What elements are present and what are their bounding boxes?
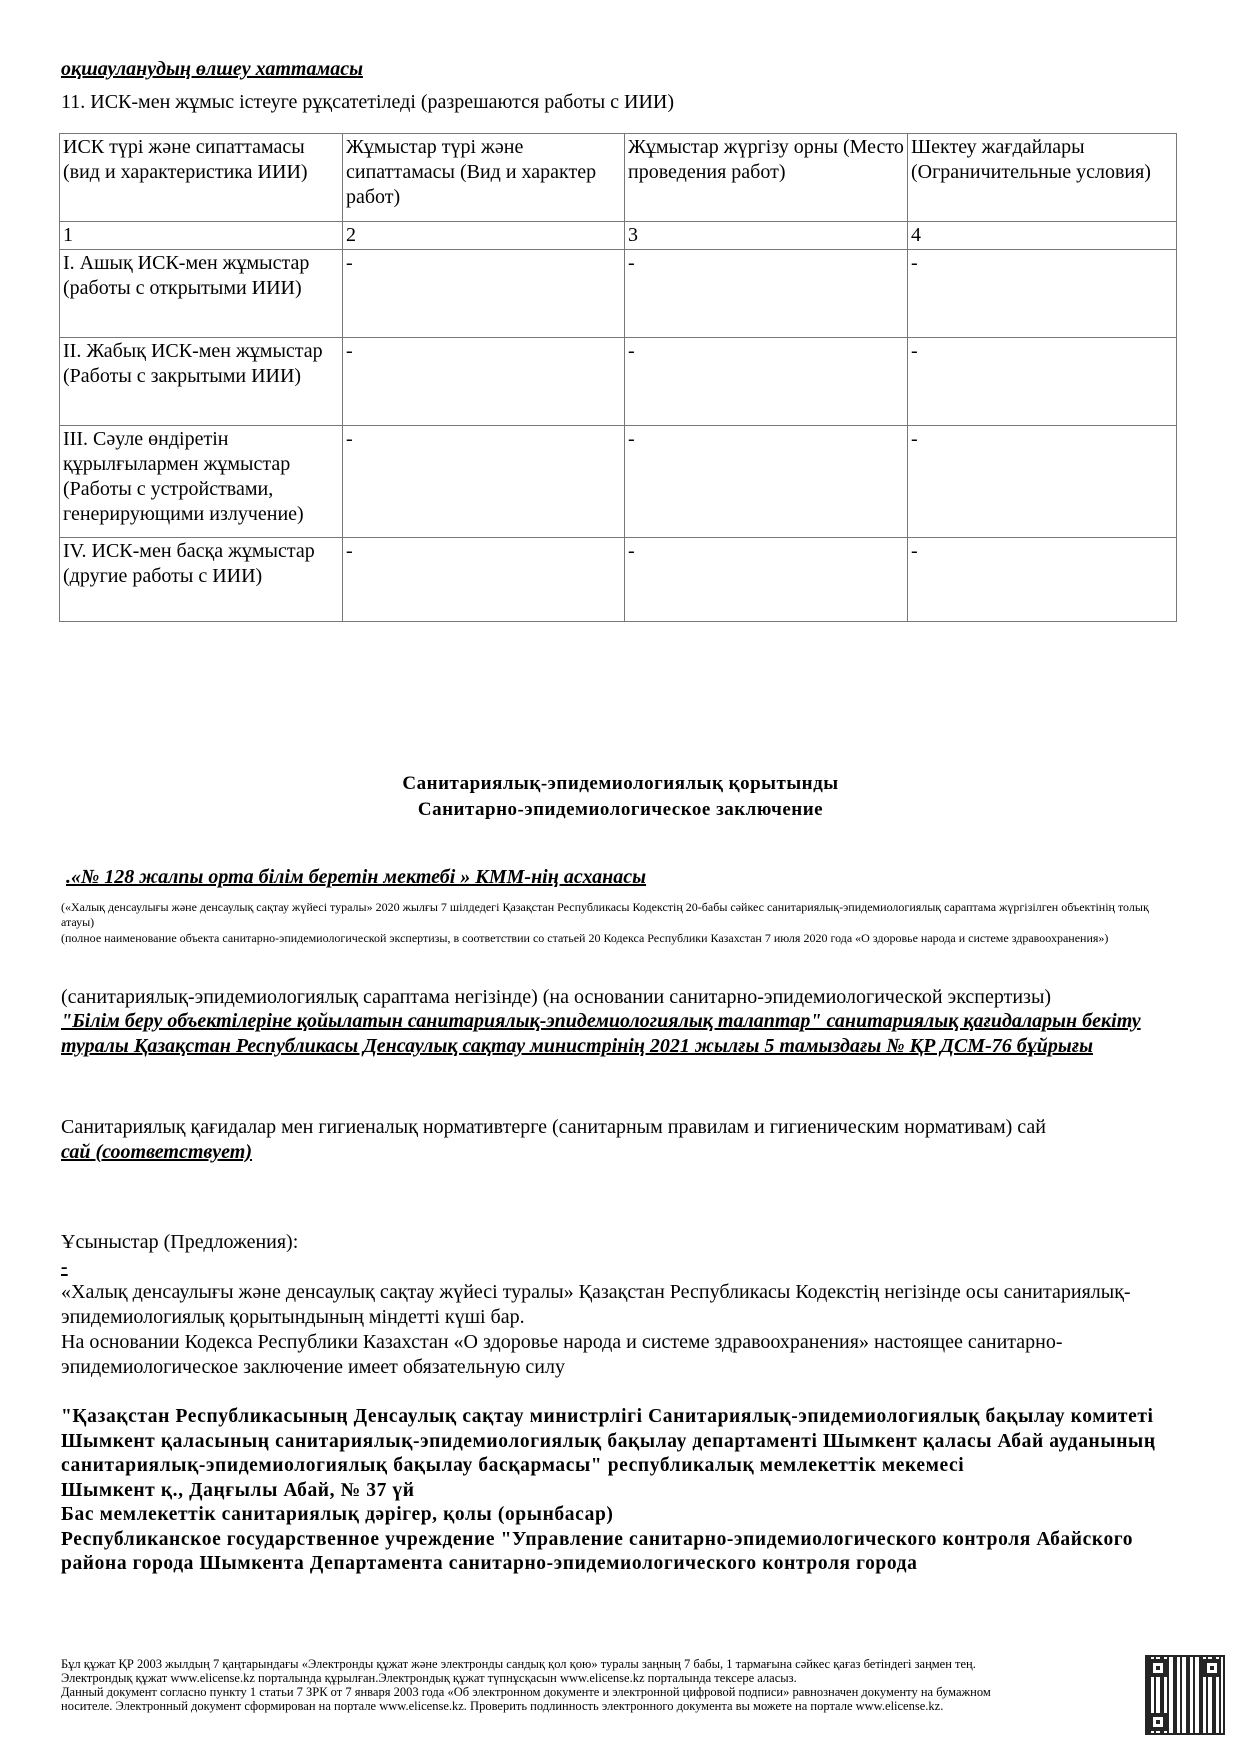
footer-line: носителе. Электронный документ сформирован на портале www.elicense.kz. Проверить подлинность электронного документа вы можете на портале www.elicense.kz. — [61, 1699, 944, 1713]
section-11-title: 11. ИСК-мен жұмыс істеуге рұқсатетіледі (разрешаются работы с ИИИ) — [61, 91, 675, 113]
table-row — [60, 250, 1177, 338]
table-cell: - — [343, 426, 625, 538]
footer-line: Бұл құжат ҚР 2003 жылдың 7 қаңтарындағы «Электронды құжат және электронды сандық қол қою» туралы заңның 7 бабы, 1 тармағына сәйкес қағаз бетіндегі заңмен тең. — [61, 1657, 976, 1671]
object-note-kz: («Халық денсаулығы және денсаулық сақтау жүйесі туралы» 2020 жылғы 7 шілдедегі Қазақстан Республикасы Кодекстің 20-бабы сәйкес санитариялық-эпидемиологиялық сараптама жүргізілген объектінің толық атауы) — [61, 900, 1149, 929]
table-cell: - — [343, 338, 625, 426]
table-cell: - — [625, 426, 908, 538]
compliance-label: Санитариялық қағидалар мен гигиеналық нормативтерге (санитарным правилам и гигиеническим нормативам) сай — [61, 1116, 1046, 1138]
table-row — [60, 426, 1177, 538]
conclusion-title-kz: Санитариялық-эпидемиологиялық қорытынды — [402, 773, 839, 794]
table-cell: III. Сәуле өндіретін құрылғылармен жұмыстар (Работы с устройствами, генерирующими излучение) — [60, 426, 343, 538]
authority-address: Шымкент қ., Даңғылы Абай, № 37 үй — [61, 1479, 415, 1501]
table-row — [60, 538, 1177, 622]
basis-text: "Білім беру объектілеріне қойылатын санитариялық-эпидемиологиялық талаптар" санитариялық қағидаларын бекіту туралы Қазақстан Республикасы Денсаулық сақтау министрінің 2021 жылғы 5 тамыздағы № ҚР ДСМ-76 бұйрығы — [61, 1010, 1141, 1057]
table-cell: - — [625, 538, 908, 622]
header-cell: Жұмыстар жүргізу орны (Место проведения работ) — [625, 134, 908, 222]
authority-name-ru: Республиканское государственное учреждение "Управление санитарно-эпидемиологического контроля Абайского района города Шымкента Департамента санитарно-эпидемиологического контроля города — [61, 1528, 1134, 1574]
table-cell: IV. ИСК-мен басқа жұмыстар (другие работы с ИИИ) — [60, 538, 343, 622]
legal-force-kz: «Халық денсаулығы және денсаулық сақтау жүйесі туралы» Қазақстан Республикасы Кодекстің негізінде осы санитариялық-эпидемиологиялық қорытындының міндетті күші бар. — [61, 1281, 1131, 1328]
table-cell: - — [908, 426, 1177, 538]
table-cell: - — [343, 538, 625, 622]
proposals-label: Ұсыныстар (Предложения): — [61, 1231, 299, 1253]
table-number-row — [60, 222, 1177, 250]
object-note-ru: (полное наименование объекта санитарно-эпидемиологической экспертизы, в соответствии со статьей 20 Кодекса Республики Казахстан 7 июля 2020 года «О здоровье народа и системе здравоохранения») — [61, 931, 1109, 945]
qr-code-icon — [1145, 1655, 1225, 1735]
header-cell: Шектеу жағдайлары (Ограничительные условия) — [908, 134, 1177, 222]
header-cell: ИСК түрі және сипаттамасы (вид и характеристика ИИИ) — [60, 134, 343, 222]
conclusion-title-ru: Санитарно-эпидемиологическое заключение — [417, 799, 824, 820]
table-cell: - — [343, 250, 625, 338]
table-cell: II. Жабық ИСК-мен жұмыстар (Работы с закрытыми ИИИ) — [60, 338, 343, 426]
table-cell: - — [625, 338, 908, 426]
footer-legal-note — [61, 1657, 1141, 1713]
table-cell: - — [625, 250, 908, 338]
table-row — [60, 338, 1177, 426]
table-header-row — [60, 134, 1177, 222]
authority-block — [61, 1405, 1181, 1577]
radiation-works-table — [59, 133, 1177, 622]
signer-title: Бас мемлекеттік санитариялық дәрігер, қолы (орынбасар) — [61, 1504, 614, 1525]
table-cell: - — [908, 538, 1177, 622]
table-cell: - — [908, 250, 1177, 338]
header-cell: Жұмыстар түрі және сипаттамасы (Вид и характер работ) — [343, 134, 625, 222]
basis-label: (санитариялық-эпидемиологиялық сараптама негізінде) (на основании санитарно-эпидемиологической экспертизы) — [61, 986, 1052, 1008]
object-name: .«№ 128 жалпы орта білім беретін мектебі » КММ-нің асханасы — [66, 866, 647, 888]
number-cell: 4 — [908, 222, 1177, 250]
compliance-value: сай (соответствует) — [61, 1141, 253, 1163]
footer-line: Электрондық құжат www.elicense.kz порталында құрылған.Электрондық құжат түпнұсқасын www.elicense.kz порталында тексере аласыз. — [61, 1671, 797, 1685]
protocol-tail: оқшауланудың өлшеу хаттамасы — [61, 58, 363, 80]
number-cell: 3 — [625, 222, 908, 250]
table-cell: I. Ашық ИСК-мен жұмыстар (работы с открытыми ИИИ) — [60, 250, 343, 338]
table-cell: - — [908, 338, 1177, 426]
authority-name-kz: "Қазақстан Республикасының Денсаулық сақтау министрлігі Санитариялық-эпидемиологиялық бақылау комитеті Шымкент қаласының санитариялық-эпидемиологиялық бақылау департаменті Шымкент қаласы Абай ауданының санитариялық-эпидемиологиялық бақылау басқармасы" республикалық мемлекеттік мекемесі — [61, 1406, 1156, 1476]
number-cell: 1 — [60, 222, 343, 250]
number-cell: 2 — [343, 222, 625, 250]
legal-force-ru: На основании Кодекса Республики Казахстан «О здоровье народа и системе здравоохранения» настоящее санитарно-эпидемиологическое заключение имеет обязательную силу — [61, 1331, 1063, 1378]
footer-line: Данный документ согласно пункту 1 статьи 7 ЗРК от 7 января 2003 года «Об электронном документе и электронной цифровой подписи» равнозначен документу на бумажном — [61, 1685, 991, 1699]
proposals-value: - — [61, 1256, 68, 1278]
